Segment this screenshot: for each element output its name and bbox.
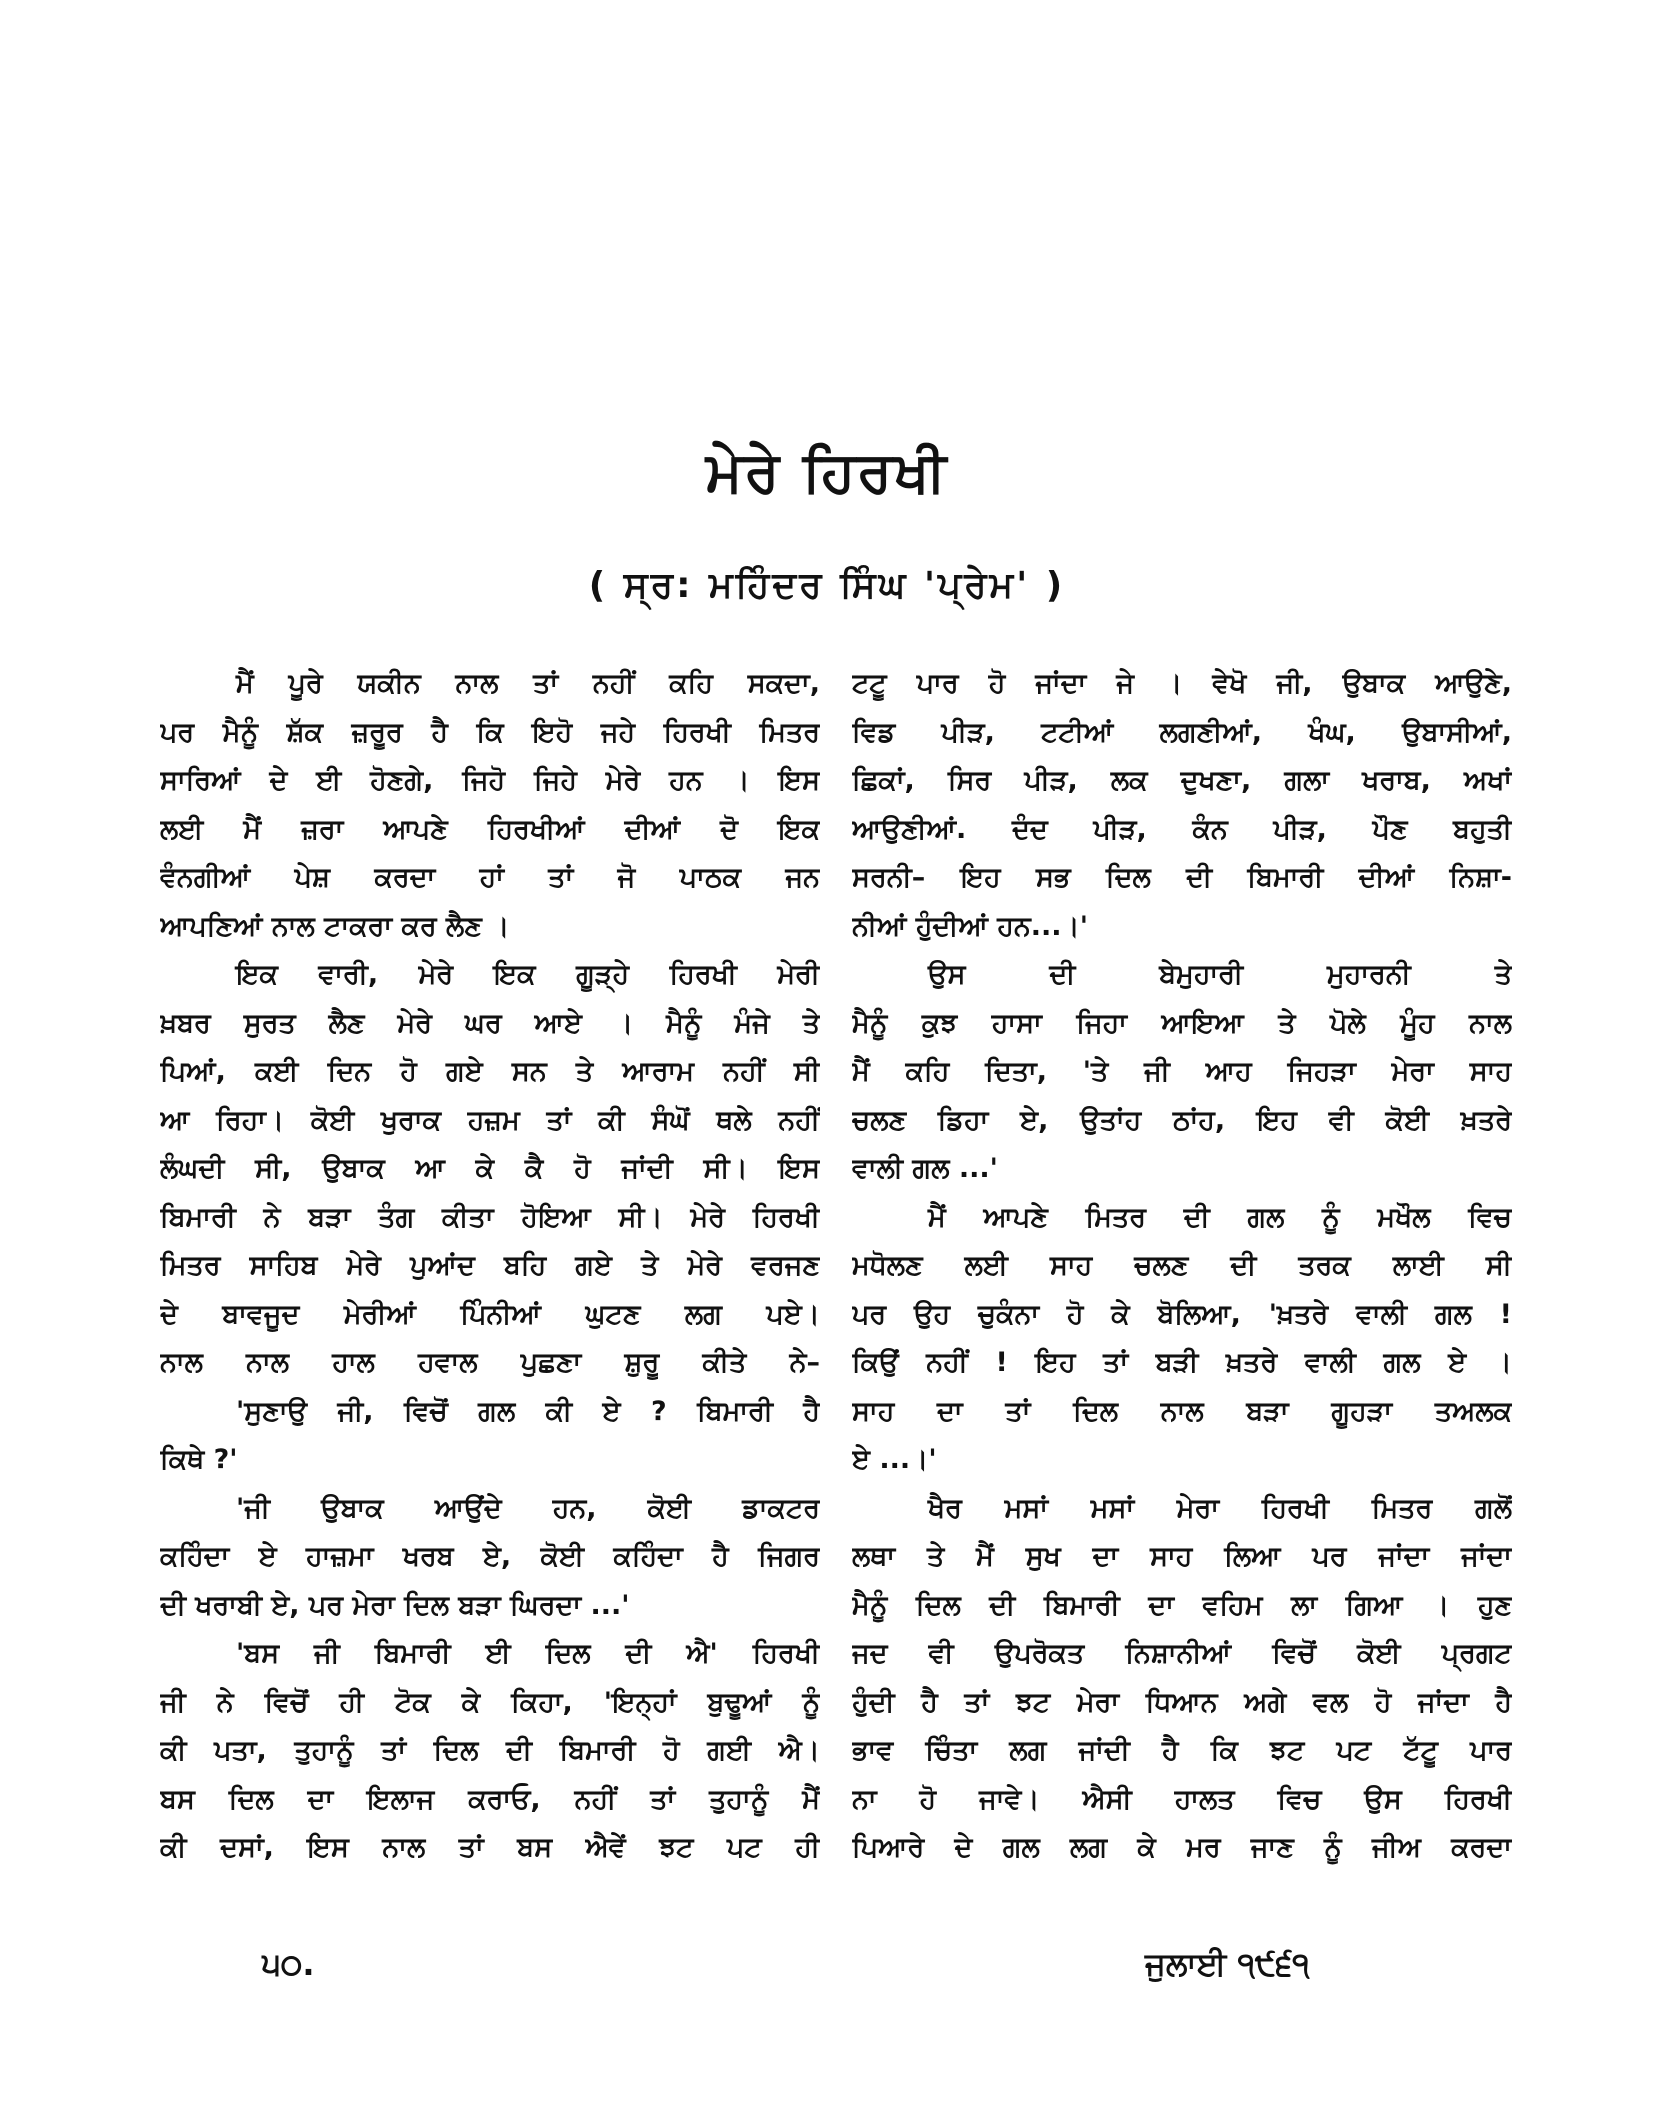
text-line: ਬਸ ਦਿਲ ਦਾ ਇਲਾਜ ਕਰਾਓ, ਨਹੀਂ ਤਾਂ ਤੁਹਾਨੂੰ ਮੈਂ <box>160 1783 820 1815</box>
text-line: ਦੀ ਖਰਾਬੀ ਏ, ਪਰ ਮੇਰਾ ਦਿਲ ਬੜਾ ਘਿਰਦਾ ...' <box>160 1589 630 1621</box>
text-line: ਟਟੂ ਪਾਰ ਹੋ ਜਾਂਦਾ ਜੇ । ਵੇਖੋ ਜੀ, ਉਬਾਕ ਆਉਣੇ, <box>852 668 1512 699</box>
text-line: ਕਿਥੇ ?' <box>160 1444 238 1475</box>
text-line: ਨੀਆਂ ਹੁੰਦੀਆਂ ਹਨ...।' <box>852 910 1088 942</box>
text-line: ਹੁੰਦੀ ਹੈ ਤਾਂ ਝਟ ਮੇਰਾ ਧਿਆਨ ਅਗੇ ਵਲ ਹੋ ਜਾਂਦਾ ਹੈ <box>852 1686 1512 1718</box>
text-line: ਮਿਤਰ ਸਾਹਿਬ ਮੇਰੇ ਪੁਆਂਦ ਬਹਿ ਗਏ ਤੇ ਮੇਰੇ ਵਰਜਣ <box>160 1250 820 1281</box>
text-line: ਨਾ ਹੋ ਜਾਵੇ। ਐਸੀ ਹਾਲਤ ਵਿਚ ਉਸ ਹਿਰਖੀ <box>852 1783 1512 1815</box>
text-line: ਲਈ ਮੈਂ ਜ਼ਰਾ ਆਪਣੇ ਹਿਰਖੀਆਂ ਦੀਆਂ ਦੋ ਇਕ <box>160 813 820 845</box>
text-line: ਪਰ ਉਹ ਚੁਕੰਨਾ ਹੋ ਕੇ ਬੋਲਿਆ, 'ਖ਼ਤਰੇ ਵਾਲੀ ਗਲ ! <box>852 1298 1512 1330</box>
text-line: ਮੈਂ ਪੂਰੇ ਯਕੀਨ ਨਾਲ ਤਾਂ ਨਹੀਂ ਕਹਿ ਸਕਦਾ, <box>236 668 820 699</box>
text-line: ਇਕ ਵਾਰੀ, ਮੇਰੇ ਇਕ ਗੂੜ੍ਹੇ ਹਿਰਖੀ ਮੇਰੀ <box>236 959 820 990</box>
text-line: ਪਿਆਂ, ਕਈ ਦਿਨ ਹੋ ਗਏ ਸਨ ਤੇ ਆਰਾਮ ਨਹੀਂ ਸੀ <box>160 1056 820 1087</box>
text-line: ਚਲਣ ਡਿਹਾ ਏ, ਉਤਾਂਹ ਠਾਂਹ, ਇਹ ਵੀ ਕੋਈ ਖ਼ਤਰੇ <box>852 1104 1512 1136</box>
text-line: ਮੈਂ ਕਹਿ ਦਿਤਾ, 'ਤੇ ਜੀ ਆਹ ਜਿਹੜਾ ਮੇਰਾ ਸਾਹ <box>852 1056 1512 1087</box>
text-line: ਵੰਨਗੀਆਂ ਪੇਸ਼ ਕਰਦਾ ਹਾਂ ਤਾਂ ਜੋ ਪਾਠਕ ਜਨ <box>160 862 820 893</box>
right-text-column <box>852 660 1512 1873</box>
text-line: ਛਿਕਾਂ, ਸਿਰ ਪੀੜ, ਲਕ ਦੁਖਣਾ, ਗਲਾ ਖਰਾਬ, ਅਖਾਂ <box>852 765 1512 796</box>
text-line: ਵਿਡ ਪੀੜ, ਟਟੀਆਂ ਲਗਣੀਆਂ, ਖੰਘ, ਉਬਾਸੀਆਂ, <box>852 716 1512 748</box>
text-line: ਨਾਲ ਨਾਲ ਹਾਲ ਹਵਾਲ ਪੁਛਣਾ ਸ਼ੁਰੂ ਕੀਤੇ ਨੇ– <box>160 1347 820 1378</box>
text-line: ਮੈਨੂੰ ਕੁਝ ਹਾਸਾ ਜਿਹਾ ਆਇਆ ਤੇ ਪੋਲੇ ਮੂੰਹ ਨਾਲ <box>852 1007 1512 1039</box>
article-title: ਮੇਰੇ ਹਿਰਖੀ <box>705 440 949 505</box>
text-line: ਆਉਣੀਆਂ. ਦੰਦ ਪੀੜ, ਕੰਨ ਪੀੜ, ਪੌਣ ਬਹੁਤੀ <box>852 813 1512 845</box>
text-line: ਪਿਆਰੇ ਦੇ ਗਲ ਲਗ ਕੇ ਮਰ ਜਾਣ ਨੂੰ ਜੀਅ ਕਰਦਾ <box>852 1832 1512 1863</box>
text-line: ਪਰ ਮੈਨੂੰ ਸ਼ੱਕ ਜ਼ਰੂਰ ਹੈ ਕਿ ਇਹੋ ਜਹੇ ਹਿਰਖੀ ਮਿਤਰ <box>160 716 820 748</box>
text-line: 'ਬਸ ਜੀ ਬਿਮਾਰੀ ਈ ਦਿਲ ਦੀ ਐ' ਹਿਰਖੀ <box>236 1638 820 1669</box>
text-line: ਬਿਮਾਰੀ ਨੇ ਬੜਾ ਤੰਗ ਕੀਤਾ ਹੋਇਆ ਸੀ। ਮੇਰੇ ਹਿਰਖੀ <box>160 1201 820 1233</box>
text-line: 'ਜੀ ਉਬਾਕ ਆਉਂਦੇ ਹਨ, ਕੋਈ ਡਾਕਟਰ <box>236 1492 820 1524</box>
text-line: ਖੈਰ ਮਸਾਂ ਮਸਾਂ ਮੇਰਾ ਹਿਰਖੀ ਮਿਤਰ ਗਲੋਂ <box>928 1492 1512 1524</box>
text-line: ਸਰਨੀ– ਇਹ ਸਭ ਦਿਲ ਦੀ ਬਿਮਾਰੀ ਦੀਆਂ ਨਿਸ਼ਾ- <box>852 862 1512 893</box>
text-line: 'ਸੁਣਾਉ ਜੀ, ਵਿਚੋਂ ਗਲ ਕੀ ਏ ? ਬਿਮਾਰੀ ਹੈ <box>236 1395 820 1427</box>
text-line: ਮਧੋਲਣ ਲਈ ਸਾਹ ਚਲਣ ਦੀ ਤਰਕ ਲਾਈ ਸੀ <box>852 1250 1512 1281</box>
issue-date: ਜੁਲਾਈ ੧੯੬੧ <box>1145 1945 1310 1983</box>
text-line: ਲੰਘਦੀ ਸੀ, ਉਬਾਕ ਆ ਕੇ ਕੈ ਹੋ ਜਾਂਦੀ ਸੀ। ਇਸ <box>160 1153 820 1184</box>
text-line: ਜੀ ਨੇ ਵਿਚੋਂ ਹੀ ਟੋਕ ਕੇ ਕਿਹਾ, 'ਇਨ੍ਹਾਂ ਬੁਢੂਆਂ ਨੂੰ <box>160 1686 820 1718</box>
text-line: ਕਹਿੰਦਾ ਏ ਹਾਜ਼ਮਾ ਖਰਬ ਏ, ਕੋਈ ਕਹਿੰਦਾ ਹੈ ਜਿਗਰ <box>160 1541 820 1572</box>
text-line: ਆ ਰਿਹਾ। ਕੋਈ ਖੁਰਾਕ ਹਜ਼ਮ ਤਾਂ ਕੀ ਸੰਘੋਂ ਥਲੇ ਨਹੀਂ <box>160 1104 820 1136</box>
text-line: ਜਦ ਵੀ ਉਪਰੋਕਤ ਨਿਸ਼ਾਨੀਆਂ ਵਿਚੋਂ ਕੋਈ ਪ੍ਰਗਟ <box>852 1638 1512 1669</box>
author-byline: ( ਸ੍ਰ: ਮਹਿੰਦਰ ਸਿੰਘ 'ਪ੍ਰੇਮ' ) <box>588 565 1066 606</box>
text-line: ਕੀ ਪਤਾ, ਤੁਹਾਨੂੰ ਤਾਂ ਦਿਲ ਦੀ ਬਿਮਾਰੀ ਹੋ ਗਈ ਐ। <box>160 1735 820 1766</box>
text-line: ਮੈਂ ਆਪਣੇ ਮਿਤਰ ਦੀ ਗਲ ਨੂੰ ਮਖੌਲ ਵਿਚ <box>928 1201 1512 1233</box>
text-line: ਆਪਣਿਆਂ ਨਾਲ ਟਾਕਰਾ ਕਰ ਲੈਣ । <box>160 910 510 942</box>
text-line: ਏ ...।' <box>852 1444 937 1475</box>
text-line: ਦੇ ਬਾਵਜੂਦ ਮੇਰੀਆਂ ਪਿੰਨੀਆਂ ਘੁਟਣ ਲਗ ਪਏ। <box>160 1298 820 1330</box>
text-line: ਸਾਹ ਦਾ ਤਾਂ ਦਿਲ ਨਾਲ ਬੜਾ ਗੂਹੜਾ ਤਅਲਕ <box>852 1395 1512 1427</box>
text-line: ਕੀ ਦਸਾਂ, ਇਸ ਨਾਲ ਤਾਂ ਬਸ ਐਵੇਂ ਝਟ ਪਟ ਹੀ <box>160 1832 820 1863</box>
text-line: ਖ਼ਬਰ ਸੁਰਤ ਲੈਣ ਮੇਰੇ ਘਰ ਆਏ । ਮੈਨੂੰ ਮੰਜੇ ਤੇ <box>160 1007 820 1039</box>
text-line: ਉਸ ਦੀ ਬੇਮੁਹਾਰੀ ਮੁਹਾਰਨੀ ਤੇ <box>928 959 1512 990</box>
text-line: ਵਾਲੀ ਗਲ ...' <box>852 1153 998 1184</box>
text-line: ਕਿਉਂ ਨਹੀਂ ! ਇਹ ਤਾਂ ਬੜੀ ਖ਼ਤਰੇ ਵਾਲੀ ਗਲ ਏ । <box>852 1347 1512 1378</box>
text-line: ਮੈਨੂੰ ਦਿਲ ਦੀ ਬਿਮਾਰੀ ਦਾ ਵਹਿਮ ਲਾ ਗਿਆ । ਹੁਣ <box>852 1589 1512 1621</box>
page-number: ੫੦. <box>262 1945 315 1983</box>
left-text-column <box>160 660 820 1873</box>
text-line: ਭਾਵ ਚਿੰਤਾ ਲਗ ਜਾਂਦੀ ਹੈ ਕਿ ਝਟ ਪਟ ਟੱਟੂ ਪਾਰ <box>852 1735 1512 1766</box>
text-line: ਲਥਾ ਤੇ ਮੈਂ ਸੁਖ ਦਾ ਸਾਹ ਲਿਆ ਪਰ ਜਾਂਦਾ ਜਾਂਦਾ <box>852 1541 1512 1572</box>
text-line: ਸਾਰਿਆਂ ਦੇ ਈ ਹੋਣਗੇ, ਜਿਹੋ ਜਿਹੇ ਮੇਰੇ ਹਨ । ਇਸ <box>160 765 820 796</box>
